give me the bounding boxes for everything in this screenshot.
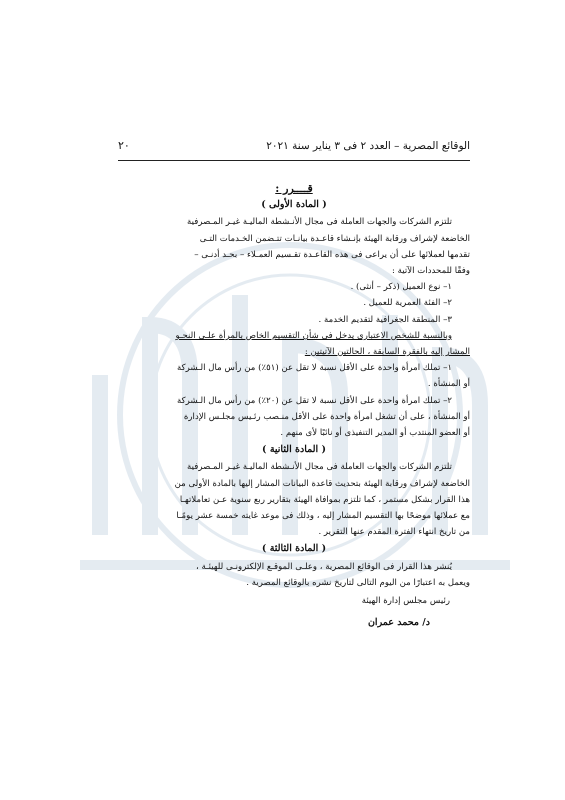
decree-heading: قــــرر :	[275, 182, 313, 196]
article-1-line: وفقًا للمحددات الآتية :	[392, 266, 470, 277]
case-2-line: أو المنشأة ، على أن تشغل امرأة واحدة على الأقل منـصب رئـيس مجلـس الإدارة	[183, 411, 470, 422]
case-1-line: ١– تملك امرأة واحدة على الأقل نسبة لا تقل عن (٥١٪) من رأس مال الـشركة	[176, 363, 452, 374]
criteria-item: ٣– المنطقة الجغرافية لتقديم الخدمة .	[318, 314, 452, 325]
article-1-heading: ( المادة الأولى )	[261, 199, 327, 211]
article-2-line: مع عملائها موضحًا بها التقسيم المشار إليه ، وذلك فى موعد غايته خمسة عشر يومًـا	[176, 511, 470, 522]
signatory-name: د/ محمد عمران	[367, 617, 430, 629]
article-1-line: الخاضعة لإشراف ورقابة الهيئة بإنـشاء قاعـدة بيانـات تتـضمن الخـدمات التـى	[199, 233, 470, 244]
article-3-line: يُنشر هذا القرار فى الوقائع المصرية ، وعلـى الموقـع الإلكترونـى للهيئـة ،	[196, 561, 452, 572]
article-2-heading: ( المادة الثانية )	[262, 444, 326, 456]
signatory-title: رئيس مجلس إدارة الهيئة	[361, 596, 450, 607]
legal-entity-paragraph: المشار إليه بالفقرة السابقة ، الحالتين الآتيتين :	[304, 347, 470, 358]
article-3-line: ويعمل به اعتبارًا من اليوم التالى لتاريخ نشره بالوقائع المصرية .	[246, 577, 470, 588]
article-2-line: تلتزم الشركات والجهات العاملة فى مجال الأنـشطة الماليـة غيـر المـصرفية	[187, 462, 452, 473]
article-1-line: تلتزم الشركات والجهات العاملة فى مجال الأنـشطة الماليـة غيـر المـصرفية	[187, 217, 452, 228]
page-number: ٢٠	[118, 139, 130, 152]
page-header	[118, 138, 470, 161]
article-2-line: من تاريخ انتهاء الفترة المقدم عنها التقرير .	[318, 527, 470, 538]
legal-entity-paragraph: وبالنسبة للشخص الاعتبارى يدخل فى شأن التقسيم الخاص بالمرأة علـى النحـو	[175, 330, 452, 341]
gazette-page	[118, 138, 470, 631]
case-1-line: أو المنشأة .	[427, 379, 470, 390]
criteria-item: ١– نوع العميل (ذكر – أنثى) .	[350, 282, 452, 293]
article-1-body	[118, 214, 470, 441]
criteria-item: ٢– الفئة العمرية للعميل .	[363, 298, 452, 309]
article-1-line: تقدمها لعملائها على أن يراعى فى هذه القاعـدة تقـسيم العمـلاء – بحـد أدنـى –	[194, 249, 470, 260]
case-2-line: أو العضو المنتدب أو المدير التنفيذى أو نائبًا لأى منهم .	[280, 428, 470, 439]
article-3-heading: ( المادة الثالثة )	[261, 543, 327, 555]
article-3-body	[118, 559, 470, 591]
header-title: الوقائع المصرية – العدد ٢ فى ٣ يناير سنة ٢٠٢١	[266, 140, 470, 152]
article-2-body	[118, 459, 470, 540]
case-2-line: ٢– تملك امرأة واحدة على الأقل نسبة لا تقل عن (٢٠٪) من رأس مال الـشركة	[176, 395, 452, 406]
article-2-line: الخاضعة لإشراف ورقابة الهيئة بتحديث قاعدة البيانات المشار إليها بالمادة الأولى من	[174, 478, 470, 489]
article-2-line: هذا القرار بشكل مستمر ، كما تلتزم بموافاة الهيئة بتقارير ربع سنوية عـن تعاملاتهـا	[179, 494, 470, 505]
